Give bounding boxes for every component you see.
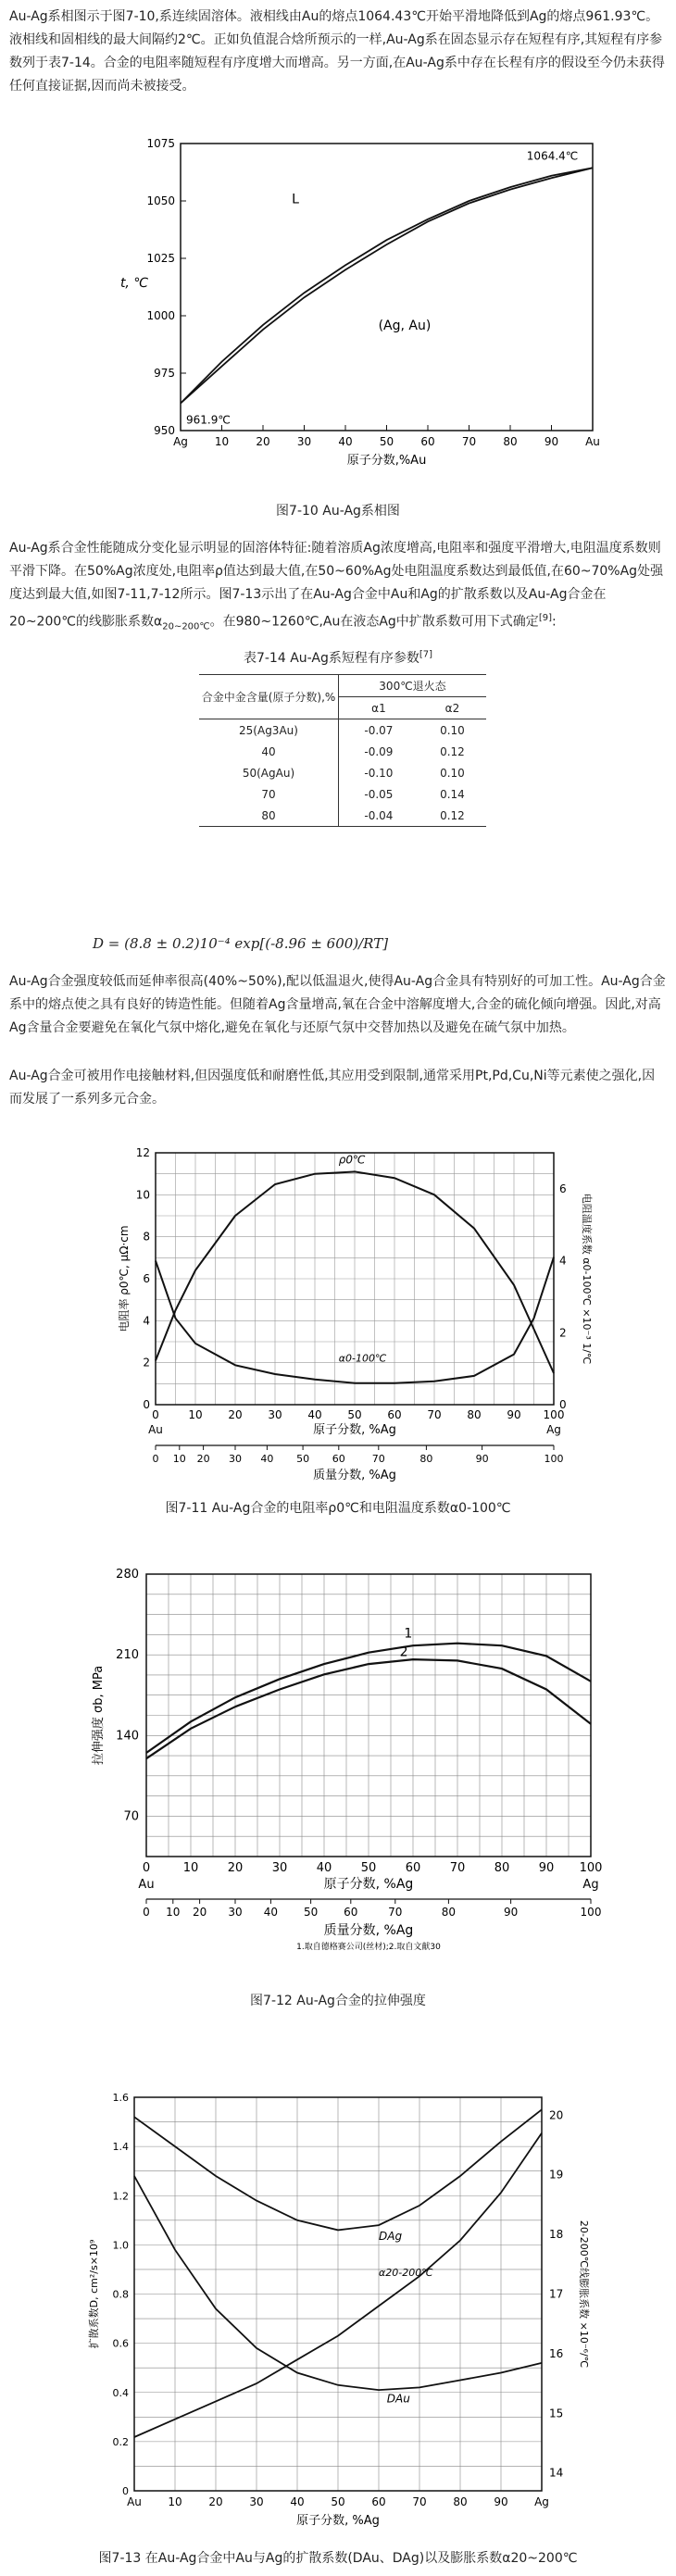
- x-tick-label: 20: [208, 2495, 223, 2508]
- y-tick-label: 0.4: [112, 2386, 129, 2399]
- x-tick-label: 30: [271, 1861, 288, 1875]
- x-tick-label: 0: [142, 1861, 151, 1875]
- x-tick-label: 20: [228, 1408, 243, 1421]
- x-tick-label: 30: [296, 435, 312, 448]
- y-axis-label: 电阻率 ρ0℃, μΩ·cm: [118, 1225, 131, 1332]
- x2-tick-label: 10: [172, 1453, 186, 1465]
- x2-tick-label: 70: [371, 1453, 385, 1465]
- x-tick-label: 60: [387, 1408, 402, 1421]
- x-tick-label: 60: [420, 435, 435, 448]
- x-tick-label: 100: [543, 1408, 565, 1421]
- x2-tick-label: 40: [260, 1453, 274, 1465]
- y-tick-label: 0: [143, 1398, 150, 1411]
- x-tick-label: 50: [379, 435, 394, 448]
- figure-7-10-caption: 图7-10 Au-Ag系相图: [276, 504, 400, 519]
- au-end-label: Au: [148, 1423, 163, 1436]
- figure-7-11-caption: 图7-11 Au-Ag合金的电阻率ρ0℃和电阻温度系数α0-100℃: [165, 1501, 511, 1516]
- x-tick-label: 10: [182, 1861, 199, 1875]
- y-tick-label: 210: [116, 1648, 139, 1663]
- x-tick-label: 40: [307, 1408, 322, 1421]
- x2-tick-label: 60: [332, 1453, 345, 1465]
- x2-tick-label: 100: [580, 1906, 602, 1919]
- phase-diagram-chart: [0, 134, 676, 500]
- y2-tick-label: 17: [549, 2287, 564, 2301]
- y-tick-label: 1075: [146, 137, 175, 150]
- d-ag-label: DAg: [379, 2230, 403, 2244]
- ag-end-label: Ag: [546, 1423, 561, 1436]
- y-tick-label: 280: [116, 1568, 139, 1582]
- x2-tick-label: 50: [303, 1906, 319, 1919]
- x-tick-label: 80: [503, 435, 518, 448]
- au-end-label: Au: [138, 1878, 155, 1892]
- liquidus-line: [181, 168, 593, 403]
- x-tick-label: 60: [371, 2495, 386, 2508]
- diffusion-chart: [0, 2083, 676, 2542]
- y-tick-label: 0: [122, 2485, 129, 2497]
- x-tick-label: 40: [290, 2495, 305, 2508]
- workability-paragraph: Au-Ag合金强度较低而延伸率很高(40%~50%),配以低温退火,使得Au-Ag合金具有特别好的可加工性。Au-Ag合金系中的熔点使之具有良好的铸造性能。但随着Ag含量增高,氧在合金中溶解度增大,合金的硫化倾向增强。因此,对高Ag含量合金要避免在氧化气氛中熔化,避免在氧化与还原气氛中交替加热以及避免在硫气氛中加热。: [9, 974, 666, 1035]
- x2-tick-label: 0: [143, 1906, 150, 1919]
- table-col-a1: α1: [339, 697, 419, 719]
- x-tick-label: 90: [507, 1408, 521, 1421]
- y2-axis-label: 电阻温度系数 α0-100℃ ×10⁻³ 1/℃: [581, 1193, 593, 1365]
- source-note: 1.取自德格赛公司(丝材);2.取自文献30: [296, 1943, 441, 1952]
- x-tick-label: 40: [316, 1861, 332, 1875]
- table-row: 25(Ag3Au) -0.07 0.10: [199, 719, 486, 742]
- alpha-label: α20-200℃: [379, 2267, 433, 2280]
- x-tick-label: Ag: [173, 435, 188, 448]
- curve-2-label: 2: [399, 1644, 408, 1660]
- y2-tick-label: 20: [549, 2108, 564, 2122]
- y-tick-label: 0.2: [112, 2435, 129, 2448]
- x-tick-label: 70: [412, 2495, 427, 2508]
- table-row: 80 -0.04 0.12: [199, 805, 486, 827]
- x-tick-label: Ag: [534, 2495, 549, 2508]
- x-tick-label: 10: [214, 435, 230, 448]
- x-tick-label: 90: [538, 1861, 555, 1875]
- x-tick-label: 80: [453, 2495, 468, 2508]
- figure-7-13-caption: 图7-13 在Au-Ag合金中Au与Ag的扩散系数(DAu、DAg)以及膨胀系数α20~200℃: [98, 2551, 578, 2566]
- x-tick-label: 70: [449, 1861, 466, 1875]
- x-tick-label: 30: [249, 2495, 264, 2508]
- y-tick-label: 2: [143, 1356, 150, 1369]
- properties-paragraph: Au-Ag系合金性能随成分变化显示明显的固溶体特征:随着溶质Ag浓度增高,电阻率和强度平滑增大,电阻温度系数则平滑下降。在50%Ag浓度处,电阻率ρ值达到最大值,在50~60%Ag处电阻温度系数达到最低值,在60~70%Ag处强度达到最大值,如图7-11,7-12所示。图7-13示出了在Au-Ag合金中Au和Ag的扩散系数以及Au-Ag合金在20~200℃的线膨胀系数$\alpha_{20\sim 200℃}$。在980~1260℃,Au在液态Ag中扩散系数可用下式确定[9]:: [9, 541, 664, 632]
- y-tick-label: 0.6: [112, 2337, 129, 2350]
- x2-axis-label: 质量分数, %Ag: [323, 1923, 414, 1938]
- x2-tick-label: 20: [196, 1453, 210, 1465]
- figure-7-12-caption: 图7-12 Au-Ag合金的拉伸强度: [250, 1994, 426, 2008]
- plot-frame: [181, 144, 593, 431]
- alpha-curve-label: α0-100℃: [338, 1352, 387, 1365]
- y-tick-label: 140: [116, 1729, 139, 1744]
- diffusion-formula: D = (8.8 ± 0.2)10⁻⁴ exp[(-8.96 ± 600)/RT]: [93, 935, 389, 952]
- y-tick-label: 1025: [146, 252, 175, 265]
- x-tick-label: 0: [152, 1408, 159, 1421]
- y-tick-label: 1050: [146, 194, 175, 207]
- x2-tick-label: 100: [544, 1453, 564, 1465]
- x-tick-label: 50: [360, 1861, 377, 1875]
- y2-tick-label: 0: [559, 1398, 567, 1411]
- table-col-a2: α2: [419, 697, 486, 719]
- y-axis-label: 扩散系数D, cm²/s×10⁹: [88, 2239, 100, 2349]
- intro-paragraph: Au-Ag系相图示于图7-10,系连续固溶体。液相线由Au的熔点1064.43℃开始平滑地降低到Ag的熔点961.93℃。液相线和固相线的最大间隔约2℃。正如负值混合焓所预示的一样,Au-Ag系在固态显示存在短程有序,其短程有序参数列于表7-14。合金的电阻率随短程有序度增大而增高。另一方面,在Au-Ag系中存在长程有序的假设至今仍未获得任何直接证据,因而尚未被接受。: [9, 9, 665, 94]
- x2-tick-label: 90: [475, 1453, 489, 1465]
- x-tick-label: 50: [331, 2495, 345, 2508]
- y2-tick-label: 18: [549, 2228, 564, 2242]
- y-tick-label: 4: [143, 1314, 150, 1328]
- y2-tick-label: 15: [549, 2407, 564, 2420]
- curve-1-label: 1: [404, 1626, 413, 1642]
- x2-tick-label: 60: [344, 1906, 358, 1919]
- x-tick-label: 40: [338, 435, 353, 448]
- resistivity-chart: [0, 1134, 676, 1491]
- y2-tick-label: 19: [549, 2168, 564, 2182]
- x2-axis-label: 质量分数, %Ag: [313, 1469, 396, 1482]
- x2-tick-label: 30: [228, 1906, 243, 1919]
- short-range-order-table: [199, 674, 486, 827]
- table-7-14-caption: 表7-14 Au-Ag系短程有序参数[7]: [243, 649, 433, 666]
- y2-tick-label: 16: [549, 2346, 564, 2360]
- table-row: 40 -0.09 0.12: [199, 741, 486, 762]
- table-row: 50(AgAu) -0.10 0.10: [199, 762, 486, 783]
- x-tick-label: 30: [268, 1408, 282, 1421]
- x2-tick-label: 30: [229, 1453, 242, 1465]
- y-tick-label: 8: [143, 1230, 150, 1244]
- x-tick-label: 60: [405, 1861, 421, 1875]
- x-axis-label: 原子分数, %Ag: [323, 1877, 414, 1892]
- solidus-line: [181, 168, 593, 403]
- x-axis-label: 原子分数, %Ag: [313, 1423, 396, 1437]
- x2-tick-label: 20: [192, 1906, 207, 1919]
- x-tick-label: 10: [168, 2495, 182, 2508]
- y2-tick-label: 2: [559, 1326, 567, 1340]
- y2-axis-label: 20-200℃线膨胀系数 ×10⁻⁶/℃: [578, 2220, 590, 2369]
- y2-tick-label: 14: [549, 2466, 564, 2480]
- y-axis-label: t, ℃: [119, 276, 149, 291]
- y-tick-label: 10: [135, 1188, 150, 1202]
- x2-tick-label: 10: [166, 1906, 181, 1919]
- x2-tick-label: 70: [388, 1906, 403, 1919]
- y-tick-label: 6: [143, 1272, 150, 1285]
- x2-tick-label: 40: [263, 1906, 279, 1919]
- x-tick-label: 70: [461, 435, 477, 448]
- x-tick-label: 20: [256, 435, 270, 448]
- x-tick-label: Au: [127, 2495, 142, 2508]
- x2-tick-label: 80: [419, 1453, 433, 1465]
- y-tick-label: 1.6: [112, 2092, 129, 2104]
- x-tick-label: 70: [427, 1408, 442, 1421]
- x-tick-label: 80: [494, 1861, 510, 1875]
- x2-tick-label: 0: [152, 1453, 159, 1465]
- y-tick-label: 1.2: [112, 2190, 129, 2203]
- tensile-strength-chart: [0, 1556, 676, 1972]
- x2-tick-label: 90: [503, 1906, 519, 1919]
- y2-tick-label: 4: [559, 1254, 567, 1268]
- x-tick-label: 20: [227, 1861, 244, 1875]
- x-axis-label: 原子分数,%Au: [346, 454, 427, 468]
- application-paragraph: Au-Ag合金可被用作电接触材料,但因强度低和耐磨性低,其应用受到限制,通常采用Pt,Pd,Cu,Ni等元素使之强化,因而发展了一系列多元合金。: [9, 1069, 656, 1107]
- y-axis-label: 拉伸强度 σb, MPa: [92, 1665, 106, 1766]
- liquid-region-label: L: [292, 192, 299, 207]
- y-tick-label: 1000: [146, 309, 175, 322]
- au-melting-point-label: 1064.4℃: [526, 149, 579, 163]
- y-tick-label: 0.8: [112, 2288, 129, 2301]
- table-row: 70 -0.05 0.14: [199, 783, 486, 805]
- d-au-label: DAu: [386, 2392, 410, 2406]
- x-tick-label: 90: [544, 435, 559, 448]
- y-tick-label: 70: [123, 1809, 139, 1824]
- x-tick-label: 90: [494, 2495, 508, 2508]
- x-tick-label: 80: [467, 1408, 482, 1421]
- x-axis-label: 原子分数, %Ag: [296, 2514, 380, 2528]
- x-tick-label: 50: [347, 1408, 362, 1421]
- ag-end-label: Ag: [582, 1878, 599, 1892]
- solid-solution-label: (Ag, Au): [378, 318, 432, 333]
- rho-curve-label: ρ0℃: [338, 1153, 366, 1167]
- x-tick-label: 100: [579, 1861, 603, 1875]
- y-tick-label: 1.4: [112, 2141, 129, 2154]
- ag-melting-point-label: 961.9℃: [186, 413, 231, 427]
- y2-tick-label: 6: [559, 1182, 567, 1195]
- y-tick-label: 12: [135, 1146, 150, 1159]
- x-tick-label: Au: [585, 435, 600, 448]
- y-tick-label: 975: [154, 367, 175, 380]
- y-tick-label: 1.0: [112, 2239, 129, 2252]
- x2-tick-label: 50: [296, 1453, 310, 1465]
- table-col-composition: 合金中金含量(原子分数),%: [199, 675, 339, 719]
- table-group-header: 300℃退火态: [339, 675, 487, 697]
- y-tick-label: 950: [154, 424, 175, 437]
- x2-tick-label: 80: [441, 1906, 457, 1919]
- x-tick-label: 10: [188, 1408, 203, 1421]
